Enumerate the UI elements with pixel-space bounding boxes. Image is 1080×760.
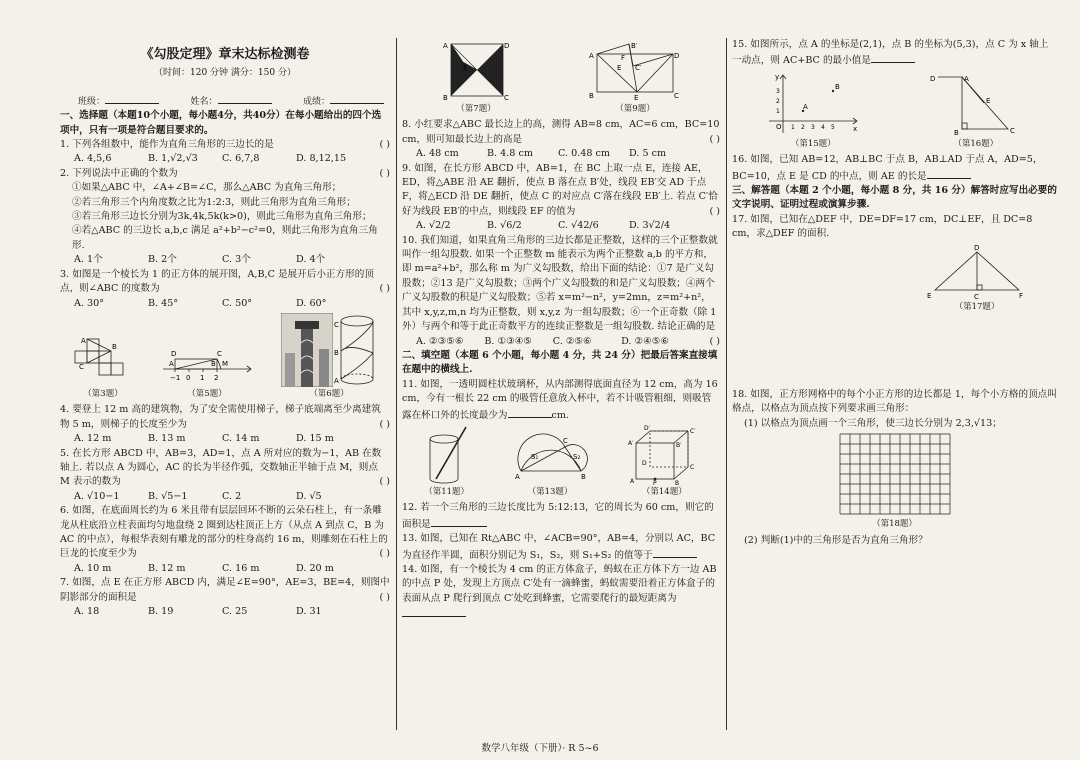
q2-options — [60, 253, 390, 267]
label-A: A — [803, 102, 809, 111]
option[interactable]: B. 12 m — [148, 562, 186, 574]
option[interactable]: D. ②④⑤⑥ — [621, 335, 669, 347]
exam-title: 《勾股定理》章末达标检测卷 — [140, 47, 310, 62]
figure-6 — [281, 313, 377, 401]
label-S1: S₁ — [530, 452, 539, 461]
axis-label-x: x — [853, 124, 858, 133]
question-12: 12. 若一个三角形的三边长度比为 5:12:13，它的周长为 60 cm，则它的面积是 — [402, 502, 714, 530]
column-divider — [726, 38, 727, 730]
option[interactable]: D. 8,12,15 — [296, 153, 347, 165]
score-field[interactable] — [330, 93, 384, 104]
question-14: 14. 如图，有一个棱长为 4 cm 的正方体盒子，蚂蚁在正方体下方一边 AB 的中点 P 处，发现上方顶点 C′处有一滴蜂蜜，蚂蚁需要沿着正方体盒子的表面从点 P 爬行到顶点 C′处吃到蜂蜜，它需要爬行的最短距离为 — [402, 563, 720, 623]
label-Aprime: A′ — [628, 439, 634, 447]
label-E: E — [463, 64, 468, 72]
question-17: 17. 如图，已知在△DEF 中，DE=DF=17 cm，DC⊥EF，且 DC=8 cm，求△DEF 的面积. — [732, 213, 1033, 240]
label-P: P — [653, 479, 657, 485]
figure-11 — [422, 425, 472, 499]
exam-subtitle: （时间：120 分钟 满分：150 分） — [154, 68, 296, 79]
square-grid[interactable] — [839, 433, 951, 517]
label-A: A — [963, 74, 969, 83]
label-A: A — [81, 336, 86, 345]
label-O: O — [776, 122, 782, 131]
question-15: 15. 如图所示，点 A 的坐标是(2,1)，点 B 的坐标为(5,3)，点 C 为 x 轴上一动点，则 AC+BC 的最小值是 — [732, 39, 1049, 67]
label-A: A — [169, 359, 174, 368]
question-13: 13. 如图，已知在 Rt△ABC 中，∠ACB=90°，AB=4，分别以 AC，BC 为直径作半圆，面积分别记为 S₁，S₂，则 S₁+S₂ 的值等于 — [402, 533, 716, 561]
option[interactable]: C. √42/6 — [558, 220, 599, 232]
label-A: A — [589, 52, 594, 60]
tick-label: 1 — [791, 123, 796, 131]
number-line-diagram — [159, 335, 255, 387]
cylinder-diagram — [333, 313, 377, 387]
figure-row-3-5-6 — [60, 313, 390, 401]
option[interactable]: B. √5−1 — [148, 490, 188, 502]
option[interactable]: B. 45° — [148, 297, 179, 309]
caption: （第15题） — [790, 138, 836, 149]
label-S2: S₂ — [572, 452, 581, 461]
tick-label: 2 — [776, 97, 781, 105]
option[interactable]: D. √5 — [296, 490, 322, 502]
square-shaded-diagram — [441, 40, 511, 102]
label-C: C — [504, 94, 509, 102]
option[interactable]: D. 15 m — [296, 433, 334, 445]
question-6: 6. 如图，在底面周长约为 6 米且带有层层回环不断的云朵石柱上，有一条雕龙从柱底沿立柱表面均匀地盘绕 2 圈到达柱顶正上方（从点 A 到点 C，B 为 AC 的中点），每根华表刻有雕龙的部分的柱身高约 16 m，则雕刻在石柱上的巨龙的长度至少为 ( ) — [60, 505, 390, 560]
answer-blank[interactable] — [927, 168, 971, 179]
answer-blank[interactable] — [871, 52, 915, 63]
option[interactable]: C. ②⑤⑥ — [552, 335, 592, 347]
figure-15 — [765, 71, 861, 151]
tick-label: −1 — [170, 373, 181, 382]
column-right — [732, 38, 1057, 548]
label-C: C — [79, 362, 84, 371]
q3-options — [60, 297, 390, 311]
column-middle — [402, 38, 720, 623]
semicircles-diagram — [511, 425, 589, 485]
label-Bprime: B′ — [676, 441, 682, 449]
rectangle-fold-diagram — [589, 40, 681, 102]
coordinate-plane-diagram — [765, 71, 861, 137]
figure-row-15-16 — [732, 71, 1057, 151]
question-18: 18. 如图，正方形网格中的每个小正方形的边长都是 1，每个小方格的顶点叫格点，以格点为顶点按下列要求画三角形： — [732, 389, 1057, 415]
q1-options — [60, 152, 390, 166]
option[interactable]: D. 4个 — [296, 254, 326, 266]
option[interactable]: C. 3个 — [222, 254, 251, 266]
question-1: 1. 下列各组数中，能作为直角三角形的三边长的是 ( ) — [60, 139, 390, 151]
cube-ant-diagram — [628, 425, 700, 485]
label-B: B — [580, 472, 586, 481]
option[interactable]: B. 4.8 cm — [487, 148, 533, 160]
isosceles-triangle-diagram — [927, 244, 1027, 300]
glass-straw-diagram — [422, 425, 472, 485]
answer-space[interactable] — [732, 316, 1057, 388]
q5-options — [60, 490, 390, 504]
label-B: B — [443, 94, 448, 102]
q10-options — [402, 335, 709, 349]
label-E: E — [927, 291, 932, 300]
section-fill-header: 二、填空题（本题 6 个小题，每小题 4 分，共 24 分）把最后答案直接填在题中的横线上. — [402, 349, 718, 376]
question-11: 11. 如图，一透明圆柱状玻璃杯，从内部测得底面直径为 12 cm，高为 16 cm，今有一根长 22 cm 的吸管任意放入杯中，若不计吸管粗细，则吸管露在杯口外的长度最少为 cm. — [402, 378, 718, 421]
label-D: D — [974, 243, 980, 252]
option[interactable]: B. 2个 — [148, 254, 177, 266]
option[interactable]: D. 20 m — [296, 562, 334, 574]
option[interactable]: C. 16 m — [222, 562, 260, 574]
q4-options — [60, 432, 390, 446]
option[interactable]: D. 31 — [296, 606, 322, 617]
label-D: D — [929, 74, 936, 83]
tick-label: 5 — [831, 123, 836, 131]
option[interactable]: A. 30° — [74, 297, 105, 309]
figure-row-18 — [732, 433, 1057, 531]
class-label: 班级： — [78, 96, 106, 107]
option[interactable]: B. √6/2 — [487, 220, 522, 232]
tick-label: 4 — [821, 123, 826, 131]
label-A: A — [514, 472, 520, 481]
q2-statement: ④若△ABC 的三边长 a,b,c 满足 a²+b²−c²=0，则此三角形为直角三角形. — [72, 225, 378, 251]
label-B: B — [589, 92, 594, 100]
option[interactable]: B. 19 — [148, 606, 174, 617]
q9-options — [402, 219, 720, 233]
option[interactable]: C. 50° — [222, 297, 253, 309]
question-7: 7. 如图，点 E 在正方形 ABCD 内，满足∠E=90°，AE=3，BE=4，则图中阴影部分的面积是 ( ) — [60, 577, 390, 603]
figure-3 — [73, 335, 133, 401]
trapezoid-diagram — [928, 71, 1024, 137]
label-M: M — [222, 359, 229, 368]
label-C: C — [562, 436, 568, 445]
caption: （第5题） — [187, 388, 227, 399]
label-D: D — [674, 52, 680, 60]
tick-label: 1 — [200, 373, 205, 382]
option[interactable]: C. 25 — [222, 606, 248, 617]
name-label: 姓名： — [190, 96, 218, 107]
answer-blank[interactable] — [431, 516, 487, 527]
figure-row-7-9 — [402, 40, 720, 116]
label-B: B — [835, 82, 841, 91]
label-E-inner: E — [617, 64, 622, 72]
tick-label: 2 — [801, 123, 806, 131]
tick-label: 3 — [776, 87, 781, 95]
option[interactable]: A. 10 m — [74, 562, 112, 574]
figure-9 — [589, 40, 681, 116]
stone-pillar-photo — [281, 313, 333, 387]
label-Bprime: B′ — [631, 42, 638, 50]
label-Cprime: C′ — [635, 64, 642, 72]
label-C: C — [1009, 126, 1015, 135]
option[interactable]: A. √10−1 — [74, 490, 120, 502]
question-18-part-2: (2) 判断(1)中的三角形是否为直角三角形？ — [744, 534, 928, 546]
label-A: A — [334, 376, 339, 385]
label-C: C — [690, 463, 695, 471]
answer-blank[interactable] — [402, 606, 466, 617]
caption: （第16题） — [953, 138, 999, 149]
caption: （第18题） — [872, 519, 917, 530]
name-field[interactable] — [218, 93, 272, 104]
label-Dprime: D′ — [644, 424, 651, 432]
option[interactable]: C. 14 m — [222, 433, 260, 445]
label-B: B — [334, 348, 339, 357]
caption: （第13题） — [527, 486, 573, 497]
label-E: E — [985, 96, 991, 105]
question-4: 4. 要登上 12 m 高的建筑物，为了安全需使用梯子，梯子底端离至少离建筑物 5 m，则梯子的长度至少为 ( ) — [60, 404, 390, 430]
caption: （第14题） — [641, 486, 687, 497]
caption: （第6题） — [309, 388, 349, 399]
question-10: 10. 我们知道，如果直角三角形的三边长都是正整数，这样的三个正整数就叫作一组勾股数. 如果一个正整数 m 能表示为两个正整数 a,b 的平方和，即 m=a²+b²，那么称 m 为广义勾股数，给出下面的结论：①7 是广义勾股数；②13 是广义勾股数；③两个广义勾股数的和是广义勾股数；④两个广义勾股数的积是广义勾股数；⑤若 x=m²−n²，y=2mn，z=m²+n²，其中 x,y,z,m,n 均为正整数，则 x,y,z 为一组勾股数；⑥一个正奇数（除 1 外）与两个和等于此正奇数平方的连续正整数是一组勾股数. 结论正确的是 ( ) — [402, 234, 720, 347]
figure-5 — [159, 335, 255, 401]
option[interactable]: D. 5 cm — [629, 148, 667, 160]
option[interactable]: C. 2 — [222, 490, 242, 502]
page-footer: 数学八年级（下册）· R 5~6 — [481, 743, 599, 754]
figure-row-17 — [732, 244, 1057, 314]
caption: （第9题） — [615, 104, 655, 114]
column-left — [60, 38, 390, 619]
option[interactable]: A. 48 cm — [416, 148, 459, 160]
caption: （第7题） — [456, 104, 496, 114]
option[interactable]: A. 4,5,6 — [74, 153, 112, 165]
tick-label: 3 — [811, 123, 816, 131]
caption: （第3题） — [83, 388, 123, 399]
q8-options — [402, 147, 720, 161]
option[interactable]: A. 12 m — [74, 433, 112, 445]
question-9: 9. 如图，在长方形 ABCD 中，AB=1，在 BC 上取一点 E，连接 AE，ED，将△ABE 沿 AE 翻折，使点 B 落在点 B′处，线段 EB′交 AD 于点 F，将△ECD 沿 DE 翻折，使点 C 的对应点 C′落在线段 EB′上. 若点 C′恰好为线段 EB′的中点，则线段 EF 的值为 ( ) — [402, 162, 720, 217]
figure-13 — [511, 425, 589, 499]
tick-label: 1 — [776, 107, 781, 115]
student-info — [78, 93, 384, 109]
figure-14 — [628, 425, 700, 499]
section-answer-header: 三、解答题（本题 2 个小题，每小题 8 分，共 16 分）解答时应写出必要的文字说明、证明过程或演算步骤. — [732, 185, 1057, 211]
caption: （第17题） — [954, 301, 1000, 312]
axis-label-y: y — [775, 72, 780, 81]
label-D: D — [504, 42, 510, 50]
question-2: 2. 下列说法中正确的个数为 ( ) — [60, 167, 390, 179]
score-label: 成绩： — [302, 96, 330, 107]
label-B: B — [675, 479, 680, 485]
label-B: B — [211, 359, 216, 368]
label-Cprime: C′ — [690, 427, 696, 435]
figure-16 — [928, 71, 1024, 151]
label-F: F — [621, 54, 626, 62]
tick-label: 2 — [214, 373, 219, 382]
option[interactable]: C. 6,7,8 — [222, 153, 260, 165]
option[interactable]: B. ①③④⑤ — [484, 335, 532, 347]
option[interactable]: A. √2/2 — [416, 220, 451, 232]
cube-net-diagram — [73, 335, 133, 387]
question-18-part-1: (1) 以格点为顶点画一个三角形，使三边长分别为 2,3,√13； — [744, 417, 1002, 429]
answer-blank[interactable] — [653, 547, 697, 558]
column-divider — [396, 38, 397, 730]
label-D: D — [642, 459, 647, 467]
q2-statement: ①如果△ABC 中，∠A+∠B=∠C，那么△ABC 为直角三角形； — [72, 182, 342, 194]
section-choice-header: 一、选择题（本题10个小题，每小题4分，共40分）在每小题给出的四个选项中，只有一项是符合题目要求的。 — [60, 110, 382, 136]
figure-18 — [839, 433, 951, 531]
option[interactable]: D. 60° — [296, 297, 327, 309]
figure-7 — [441, 40, 511, 116]
q2-statement: ②若三角形三个内角度数之比为1:2:3，则此三角形为直角三角形； — [72, 196, 356, 208]
question-5: 5. 在长方形 ABCD 中，AB=3，AD=1，点 A 所对应的数为−1，AB 在数轴上. 若以点 A 为圆心，AC 的长为半径作弧，交数轴正半轴于点 M，则点 M 表示的数为 ( ) — [60, 447, 390, 488]
label-B: B — [112, 342, 117, 351]
tick-label: 0 — [186, 373, 191, 382]
label-B: B — [953, 128, 959, 137]
option[interactable]: C. 0.48 cm — [558, 148, 610, 160]
q7-options — [60, 605, 390, 619]
label-C: C — [974, 292, 979, 300]
question-3: 3. 如图是一个棱长为 1 的正方体的展开图，A,B,C 是展开后小正方形的顶点，则∠ABC 的度数为 ( ) — [60, 268, 390, 295]
label-A: A — [443, 42, 448, 50]
caption: （第11题） — [424, 486, 470, 497]
figure-17 — [927, 244, 1027, 314]
option[interactable]: D. 3√2/4 — [629, 220, 671, 232]
q6-options — [60, 562, 390, 576]
label-D: D — [171, 349, 177, 358]
option[interactable]: A. ②③⑤⑥ — [416, 335, 464, 347]
option[interactable]: A. 18 — [74, 606, 100, 617]
label-A: A — [630, 477, 635, 485]
label-E: E — [634, 94, 639, 102]
class-field[interactable] — [105, 93, 159, 104]
label-C: C — [674, 92, 679, 100]
label-C: C — [217, 349, 222, 358]
option[interactable]: B. 13 m — [148, 433, 186, 445]
question-16: 16. 如图，已知 AB=12，AB⊥BC 于点 B，AB⊥AD 于点 A，AD=5，BC=10，点 E 是 CD 的中点，则 AE 的长是 — [732, 154, 1043, 182]
label-C: C — [334, 320, 339, 329]
label-F: F — [1019, 291, 1024, 300]
answer-blank[interactable] — [508, 407, 552, 418]
figure-row-11-13-14 — [402, 425, 720, 499]
question-8: 8. 小红要求△ABC 最长边上的高，测得 AB=8 cm，AC=6 cm，BC=10 cm，则可知最长边上的高是 ( ) — [402, 119, 720, 145]
option[interactable]: A. 1个 — [74, 254, 103, 266]
option[interactable]: B. 1,√2,√3 — [148, 153, 198, 165]
q2-statement: ③若三角形三边长分别为3k,4k,5k(k>0)，则此三角形为直角三角形； — [72, 211, 372, 223]
